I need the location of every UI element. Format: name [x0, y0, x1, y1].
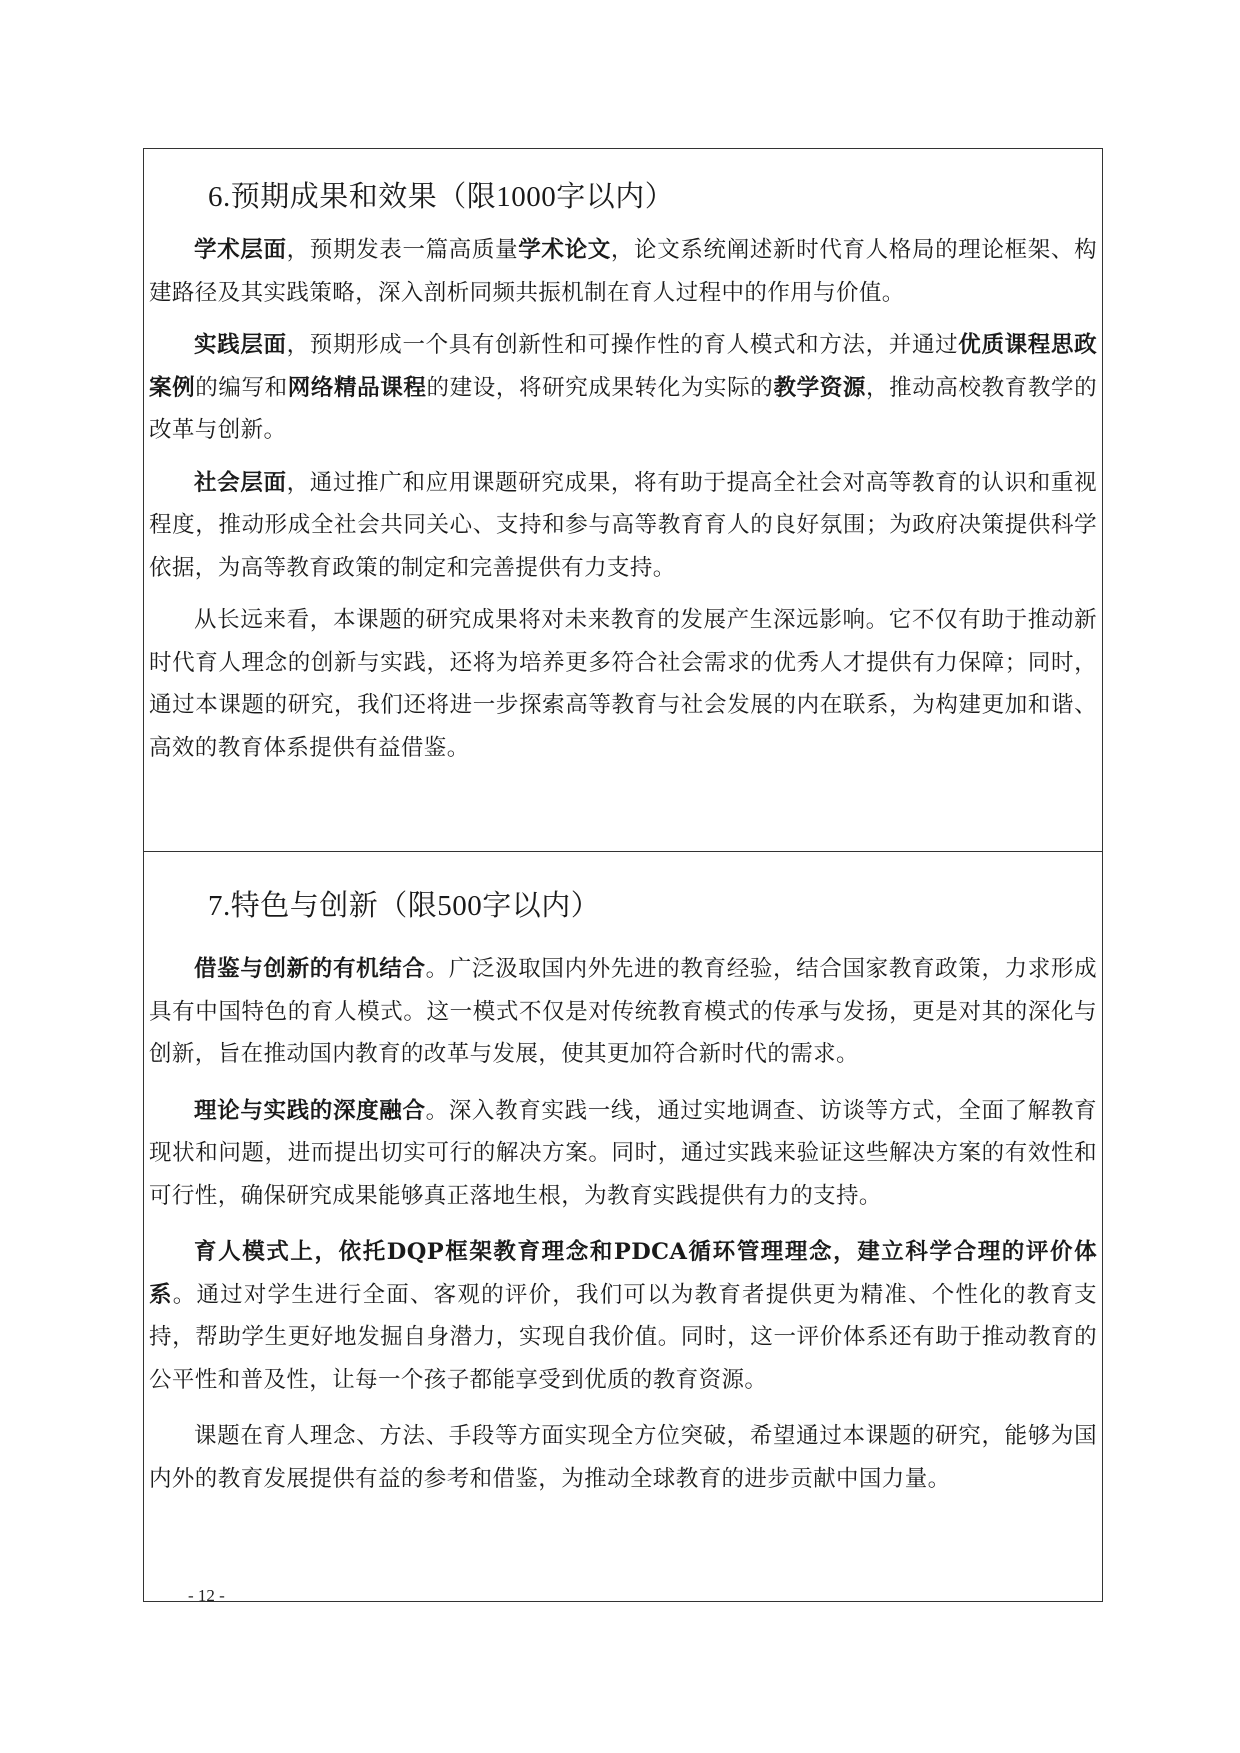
section-6-title: 6.预期成果和效果（限1000字以内） — [208, 181, 675, 213]
text: ，预期形成一个具有创新性和可操作性的育人模式和方法，并通过 — [286, 332, 959, 358]
section-7-cell — [144, 852, 1102, 1601]
text: 。广泛汲取国内外先进的教育经验，结合国家教育政策，力求形成具有中国特色的育人模式。这一模式不仅是对传统教育模式的传承与发扬，更是对其的深化与创新，旨在推动国内教育的改革与发展，使其更加符合新时代的需求。 — [149, 956, 1097, 1067]
text: ，论文系统阐述新时代育人格局的理论框架、构建路径及其实践策略，深入剖析同频共振机制在育人过程中的作用与价值。 — [149, 237, 1097, 306]
section-6-paragraph-academic — [149, 229, 1097, 314]
text: ，推动高校教育教学的改革与创新。 — [149, 374, 1097, 443]
bold-text: 社会层面 — [194, 469, 287, 496]
bold-text: 学术层面 — [194, 237, 287, 263]
bold-text: 学术论文 — [518, 237, 611, 263]
text: 的建设，将研究成果转化为实际的 — [426, 374, 774, 401]
section-7-paragraph-reference-innovation — [149, 948, 1097, 1076]
section-7-paragraph-evaluation-system — [149, 1231, 1097, 1401]
text: 的编写和 — [195, 374, 288, 401]
section-6-cell — [144, 149, 1102, 852]
bold-text: 实践层面 — [194, 332, 287, 358]
bold-text: 理论与实践的深度融合 — [194, 1097, 426, 1124]
bold-text: 网络精品课程 — [287, 374, 427, 401]
section-7-paragraph-theory-practice — [149, 1090, 1097, 1218]
bold-text: 借鉴与创新的有机结合 — [194, 956, 426, 982]
text: 。通过对学生进行全面、客观的评价，我们可以为教育者提供更为精准、个性化的教育支持，帮助学生更好地发掘自身潜力，实现自我价值。同时，这一评价体系还有助于推动教育的公平性和普及性，让每一个孩子都能享受到优质的教育资源。 — [149, 1281, 1098, 1393]
text: ，预期发表一篇高质量 — [286, 237, 519, 263]
text: ，通过推广和应用课题研究成果，将有助于提高全社会对高等教育的认识和重视程度，推动形成全社会共同关心、支持和参与高等教育育人的良好氛围；为政府决策提供科学依据，为高等教育政策的制定和完善提供有力支持。 — [149, 469, 1097, 581]
section-7-paragraph-conclusion: 课题在育人理念、方法、手段等方面实现全方位突破，希望通过本课题的研究，能够为国内外的教育发展提供有益的参考和借鉴，为推动全球教育的进步贡献中国力量。 — [149, 1423, 1097, 1492]
text: 。深入教育实践一线，通过实地调查、访谈等方式，全面了解教育现状和问题，进而提出切实可行的解决方案。同时，通过实践来验证这些解决方案的有效性和可行性，确保研究成果能够真正落地生根，为教育实践提供有力的支持。 — [149, 1097, 1097, 1209]
bold-text: 优质课程思政案例 — [149, 332, 1097, 401]
section-6-paragraph-society — [149, 462, 1097, 590]
bold-text: 教学资源 — [773, 374, 866, 401]
section-6-paragraph-practice — [149, 324, 1097, 452]
application-form-table — [143, 148, 1103, 1602]
section-7-title: 7.特色与创新（限500字以内） — [208, 890, 601, 922]
section-6-paragraph-long-term: 从长远来看，本课题的研究成果将对未来教育的发展产生深远影响。它不仅有助于推动新时代育人理念的创新与实践，还将为培养更多符合社会需求的优秀人才提供有力保障；同时，通过本课题的研究，我们还将进一步探索高等教育与社会发展的内在联系，为构建更加和谐、高效的教育体系提供有益借鉴。 — [149, 607, 1097, 761]
bold-text: 育人模式上，依托DQP框架教育理念和PDCA循环管理理念，建立科学合理的评价体系 — [149, 1239, 1097, 1308]
page-number: - 12 - — [188, 1586, 225, 1605]
